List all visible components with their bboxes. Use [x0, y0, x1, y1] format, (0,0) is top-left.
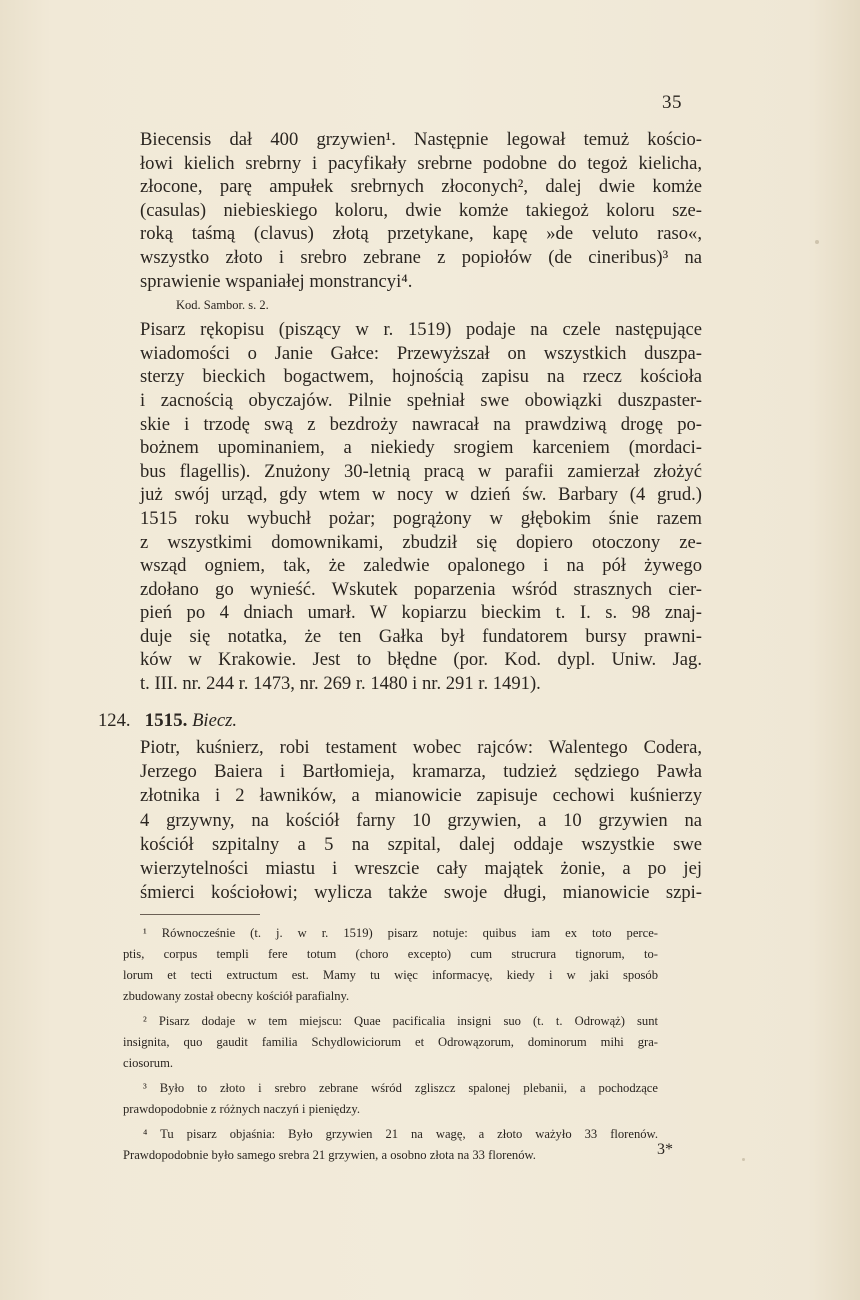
- footnote-line: ³ Było to złoto i srebro zebrane wśród zgliszcz spalonej plebanii, a pochodzące: [143, 1081, 658, 1095]
- text-line: już swój urząd, gdy wtem w nocy w dzień św. Barbary (4 grud.): [140, 484, 702, 506]
- text-line: złotnika i 2 ławników, a mianowicie zapisuje cechowi kuśnierzy: [140, 785, 702, 807]
- text-line: duje się notatka, że ten Gałka był fundatorem bursy prawni-: [140, 625, 702, 647]
- text-line: złocone, parę ampułek srebrnych złoconych², dalej dwie komże: [140, 176, 702, 198]
- main-text: [140, 128, 702, 696]
- text-line: t. III. nr. 244 r. 1473, nr. 269 r. 1480 i nr. 291 r. 1491).: [140, 673, 541, 695]
- text-line: pień po 4 dniach umarł. W kopiarzu bieckim t. I. s. 98 znaj-: [140, 602, 702, 624]
- footnote-line: lorum et tecti extructum est. Mamy tu więc informacyę, kiedy i w jaki sposób: [123, 968, 658, 982]
- text-line: śmierci kościołowi; wylicza także swoje długi, mianowicie szpi-: [140, 882, 702, 904]
- entry-place: Biecz.: [192, 710, 237, 731]
- text-line: sterzy bieckich bogactwem, hojnością zapisu na rzecz kościoła: [140, 366, 702, 388]
- footnote-line: prawdopodobnie z różnych naczyń i pieniędzy.: [123, 1102, 360, 1116]
- entry-year: 1515.: [144, 710, 188, 731]
- text-line: Pisarz rękopisu (piszący w r. 1519) podaje na czele następujące: [140, 319, 702, 341]
- footnote-line: Prawdopodobnie było samego srebra 21 grzywien, a osobno złota na 33 florenów.: [123, 1148, 536, 1162]
- footnote-2: [123, 1011, 658, 1074]
- text-line: bus flagellis). Znużony 30-letnią pracą w parafii zamierzał złożyć: [140, 460, 702, 482]
- text-line: zdołano go wynieść. Wskutek poparzenia wśród strasznych cier-: [140, 578, 702, 600]
- footnotes: [123, 923, 658, 1170]
- text-line: bożnem upominaniem, a niekiedy srogiem karceniem (mordaci-: [140, 437, 702, 459]
- text-line: 1515 roku wybuchł pożar; pogrążony w głębokim śnie razem: [140, 507, 702, 529]
- text-line: 4 grzywny, na kościół farny 10 grzywien, a 10 grzywien na: [140, 809, 702, 831]
- footnote-line: ¹ Równocześnie (t. j. w r. 1519) pisarz notuje: quibus iam ex toto perce-: [143, 926, 658, 940]
- source-citation: Kod. Sambor. s. 2.: [176, 298, 269, 313]
- text-line: z wszystkimi domownikami, zbudził się dopiero otoczony ze-: [140, 531, 702, 553]
- footnote-line: zbudowany został obecny kościół parafialny.: [123, 989, 350, 1003]
- text-line: wierzytelności miastu i wreszcie cały majątek żonie, a po jej: [140, 858, 702, 880]
- footnote-3: [123, 1078, 658, 1120]
- text-line: kościół szpitalny a 5 na szpital, dalej oddaje wszystkie swe: [140, 833, 702, 855]
- text-line: roką taśmą (clavus) złotą przetykane, kapę »de veluto raso«,: [140, 223, 702, 245]
- paper-spot: [742, 1158, 745, 1161]
- footnote-divider: [140, 914, 260, 915]
- footnote-line: insignita, quo gaudit familia Schydlowiciorum et Odrowązorum, dominorum mihi gra-: [123, 1035, 658, 1049]
- text-line: i zacnością obyczajów. Pilnie spełniał swe obowiązki duszpaster-: [140, 389, 702, 411]
- text-line: wsząd ogniem, tak, że zaledwie opalonego i na pół żywego: [140, 555, 702, 577]
- printer-signature: 3*: [657, 1141, 673, 1158]
- text-line: wiadomości o Janie Gałce: Przewyższał on wszystkich duszpa-: [140, 342, 702, 364]
- text-line: sprawienie wspaniałej monstrancyi⁴.: [140, 270, 413, 292]
- footnote-line: ptis, corpus templi fere totum (choro excepto) cum strucrura tignorum, to-: [123, 947, 658, 961]
- text-line: Piotr, kuśnierz, robi testament wobec rajców: Walentego Codera,: [140, 737, 702, 758]
- entry-heading: [98, 709, 698, 733]
- page-number: 35: [662, 92, 682, 113]
- text-line: ków w Krakowie. Jest to błędne (por. Kod. dypl. Uniw. Jag.: [140, 649, 702, 671]
- footnote-line: ciosorum.: [123, 1056, 174, 1070]
- entry-number: 124.: [98, 710, 131, 731]
- footnote-1: [123, 923, 658, 1007]
- text-line: łowi kielich srebrny i pacyfikały srebrne podobne do tegoż kielicha,: [140, 152, 702, 174]
- footnote-line: ² Pisarz dodaje w tem miejscu: Quae pacificalia insigni suo (t. t. Odrowąż) sunt: [143, 1014, 658, 1028]
- footnote-line: ⁴ Tu pisarz objaśnia: Było grzywien 21 na wagę, a złoto ważyło 33 florenów.: [143, 1127, 658, 1141]
- text-line: (casulas) niebieskiego koloru, dwie komże takiegoż koloru sze-: [140, 199, 702, 221]
- paper-spot: [815, 240, 819, 244]
- entry-text: [140, 736, 702, 905]
- text-line: wszystko złoto i srebro zebrane z popiołów (de cineribus)³ na: [140, 246, 702, 268]
- text-line: skie i trzodę swą z bezdroży nawracał na prawdziwą drogę po-: [140, 413, 702, 435]
- text-line: Jerzego Baiera i Bartłomieja, kramarza, tudzież sędziego Pawła: [140, 761, 702, 783]
- text-line: Biecensis dał 400 grzywien¹. Następnie legował temuż kościo-: [140, 129, 702, 150]
- footnote-4: [123, 1124, 658, 1166]
